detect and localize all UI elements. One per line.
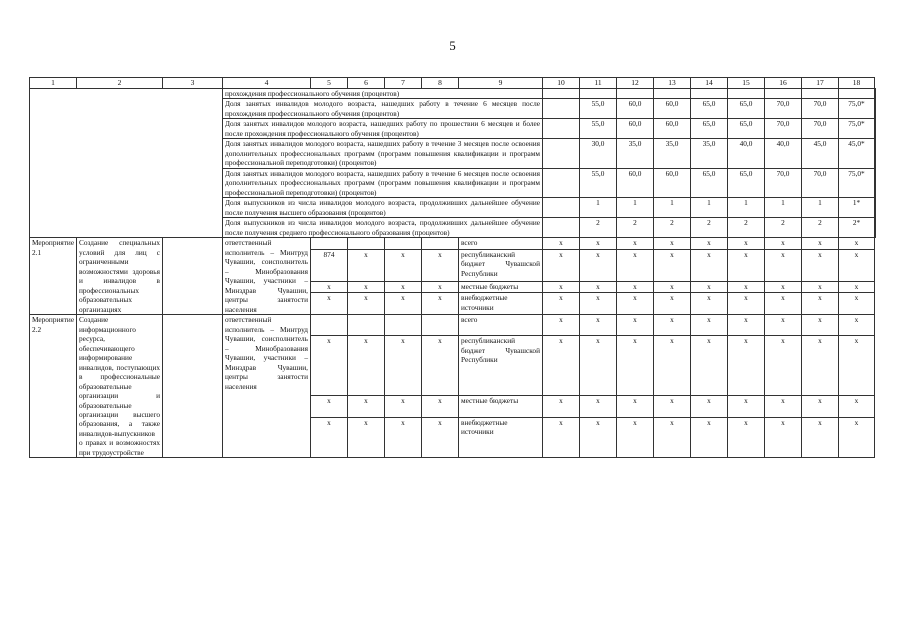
indicator-source-cell <box>543 89 580 99</box>
indicator-value: 65,0 <box>728 168 765 197</box>
funding-source: республиканский бюджет Чувашской Республики <box>459 249 543 281</box>
measure-value: x <box>839 396 875 417</box>
measure-value: x <box>617 336 654 396</box>
measure-description: Создание информационного ресурса, обеспечивающего информирование инвалидов, поступающих в профессиональные образовательные организации и образовательные организации высшего образования, а также инвалидов-выпускников о правах и возможностях при трудоустройстве <box>77 315 163 458</box>
budget-code: x <box>348 396 385 417</box>
indicator-value: 70,0 <box>802 99 839 119</box>
indicator-value: 75,0* <box>839 99 875 119</box>
header-cell-3: 3 <box>163 78 223 89</box>
indicator-value: 65,0 <box>728 99 765 119</box>
measure-value: x <box>802 293 839 315</box>
measure-value: x <box>654 315 691 336</box>
measure-value: x <box>543 293 580 315</box>
budget-code: x <box>422 293 459 315</box>
header-cell-14: 14 <box>691 78 728 89</box>
measure-value: x <box>728 238 765 249</box>
measure-value: x <box>654 336 691 396</box>
indicator-value <box>875 89 876 99</box>
indicator-value <box>617 89 654 99</box>
measure-row <box>30 238 876 249</box>
indicator-value: 75,0* <box>839 168 875 197</box>
indicator-value <box>802 89 839 99</box>
program-table <box>29 77 876 458</box>
measure-value: x <box>691 396 728 417</box>
header-cell-10: 10 <box>543 78 580 89</box>
header-cell-15: 15 <box>728 78 765 89</box>
indicator-value: 1 <box>617 198 654 218</box>
indicator-value <box>875 218 876 238</box>
measure-value: x <box>728 293 765 315</box>
indicator-value: 75,0* <box>839 119 875 139</box>
indicator-value: 55,0 <box>580 99 617 119</box>
indicator-value: 40,0 <box>765 139 802 168</box>
budget-code <box>422 315 459 336</box>
header-cell-17: 17 <box>802 78 839 89</box>
budget-code: x <box>348 281 385 292</box>
budget-code: x <box>385 293 422 315</box>
header-cell-13: 13 <box>654 78 691 89</box>
measure-value: x <box>654 417 691 458</box>
indicator-value: 1 <box>765 198 802 218</box>
indicator-value: 30,0 <box>580 139 617 168</box>
measure-value: x <box>839 315 875 336</box>
budget-code: 874 <box>311 249 348 281</box>
measure-value: x <box>839 417 875 458</box>
measure-value: x <box>543 238 580 249</box>
measure-value: x <box>839 281 875 292</box>
measure-value: x <box>839 336 875 396</box>
indicator-value: 65,0 <box>691 99 728 119</box>
measure-value: x <box>691 315 728 336</box>
indicator-text: прохождения профессионального обучения (процентов) <box>223 89 543 99</box>
measure-value: x <box>691 293 728 315</box>
measure-value: x <box>543 315 580 336</box>
budget-code: x <box>422 249 459 281</box>
budget-code <box>385 315 422 336</box>
measure-value: x <box>728 336 765 396</box>
measure-value: x <box>765 281 802 292</box>
measure-value: x <box>691 249 728 281</box>
indicator-value: 1* <box>839 198 875 218</box>
measure-col3 <box>163 238 223 315</box>
budget-code: x <box>385 417 422 458</box>
measure-value: x <box>691 417 728 458</box>
funding-source: местные бюджеты <box>459 281 543 292</box>
indicator-value <box>654 89 691 99</box>
measure-value: x <box>728 315 765 336</box>
measure-value: x <box>765 249 802 281</box>
measure-value: x <box>580 293 617 315</box>
header-cell-8: 8 <box>422 78 459 89</box>
funding-source: республиканский бюджет Чувашской Республики <box>459 336 543 396</box>
measure-value: x <box>765 315 802 336</box>
measure-value: x <box>654 249 691 281</box>
measure-value: x <box>765 417 802 458</box>
indicator-value <box>875 119 876 139</box>
measure-value: x <box>617 238 654 249</box>
header-cell-9: 9 <box>459 78 543 89</box>
header-cell-2: 2 <box>77 78 163 89</box>
indicator-value: 45,0 <box>802 139 839 168</box>
budget-code: x <box>311 417 348 458</box>
indicator-value: 65,0 <box>691 119 728 139</box>
indicator-value: 60,0 <box>617 168 654 197</box>
budget-code <box>385 238 422 249</box>
indicator-value <box>875 99 876 119</box>
indicator-source-cell <box>543 198 580 218</box>
measure-value: x <box>580 315 617 336</box>
header-cell-11: 11 <box>580 78 617 89</box>
indicator-text: Доля занятых инвалидов молодого возраста, нашедших работу по прошествии 6 месяцев и более после прохождения профессионального обучения (процентов) <box>223 119 543 139</box>
indicator-value: 70,0 <box>802 168 839 197</box>
measure-value: x <box>580 396 617 417</box>
indicator-value: 2 <box>802 218 839 238</box>
measure-id: Мероприятие 2.1 <box>30 238 77 315</box>
header-row <box>30 78 876 89</box>
indicator-source-cell <box>543 139 580 168</box>
budget-code <box>348 238 385 249</box>
header-cell-18: 18 <box>839 78 875 89</box>
measure-value: x <box>617 281 654 292</box>
measure-value: x <box>802 396 839 417</box>
indicator-value: 55,0 <box>580 119 617 139</box>
budget-code: x <box>348 293 385 315</box>
indicator-value: 60,0 <box>654 99 691 119</box>
budget-code: x <box>348 417 385 458</box>
indicator-value: 70,0 <box>802 119 839 139</box>
indicator-value: 1 <box>580 198 617 218</box>
measure-value: x <box>802 336 839 396</box>
measure-value: x <box>654 281 691 292</box>
indicator-value <box>691 89 728 99</box>
measure-description: Создание специальных условий для лиц с ограниченными возможностями здоровья и инвалидов в профессиональных образовательных организациях <box>77 238 163 315</box>
indicator-value <box>839 89 875 99</box>
indicator-value: 70,0 <box>765 119 802 139</box>
indicator-value: 45,0* <box>839 139 875 168</box>
measure-value: x <box>617 315 654 336</box>
measure-value: x <box>728 249 765 281</box>
indicator-value: 35,0 <box>654 139 691 168</box>
indicator-text: Доля занятых инвалидов молодого возраста, нашедших работу в течение 6 месяцев после прохождения профессионального обучения (процентов) <box>223 99 543 119</box>
measure-value: x <box>765 293 802 315</box>
budget-code: x <box>385 336 422 396</box>
budget-code: x <box>311 396 348 417</box>
measure-value: x <box>839 238 875 249</box>
measure-value: x <box>691 336 728 396</box>
indicator-value: 1 <box>728 198 765 218</box>
measure-value: x <box>543 281 580 292</box>
measure-value: x <box>580 238 617 249</box>
indicator-value: 2 <box>617 218 654 238</box>
measure-value: x <box>654 396 691 417</box>
indicator-value: 60,0 <box>617 99 654 119</box>
measure-value: x <box>802 315 839 336</box>
measure-value: x <box>617 396 654 417</box>
indicator-value <box>728 89 765 99</box>
budget-code: x <box>422 417 459 458</box>
budget-code: x <box>311 293 348 315</box>
budget-code: x <box>385 396 422 417</box>
measure-value: x <box>580 417 617 458</box>
indicator-text: Доля выпускников из числа инвалидов молодого возраста, продолживших дальнейшее обучение после получения высшего образования (процентов) <box>223 198 543 218</box>
measure-value: x <box>543 396 580 417</box>
indicator-source-cell <box>543 168 580 197</box>
budget-code: x <box>422 336 459 396</box>
measure-value: x <box>580 249 617 281</box>
budget-code: x <box>422 396 459 417</box>
measure-value: x <box>617 293 654 315</box>
measure-value: x <box>802 238 839 249</box>
measure-value: x <box>802 281 839 292</box>
measure-value: x <box>802 249 839 281</box>
indicator-value: 60,0 <box>654 119 691 139</box>
budget-code: x <box>311 336 348 396</box>
indicator-value: 60,0 <box>654 168 691 197</box>
measure-value: x <box>839 249 875 281</box>
indicator-value: 40,0 <box>728 139 765 168</box>
measure-value: x <box>691 238 728 249</box>
measure-value: x <box>654 238 691 249</box>
indicator-value: 1 <box>654 198 691 218</box>
indicator-value: 70,0 <box>765 168 802 197</box>
indicator-value: 1 <box>802 198 839 218</box>
header-cell-1: 1 <box>30 78 77 89</box>
measure-value: x <box>765 396 802 417</box>
header-cell-16: 16 <box>765 78 802 89</box>
budget-code <box>348 315 385 336</box>
indicator-value <box>875 168 876 197</box>
indicator-value: 70,0 <box>765 99 802 119</box>
measure-value: x <box>839 293 875 315</box>
budget-code <box>311 238 348 249</box>
indicator-value <box>875 139 876 168</box>
measure-value: x <box>802 417 839 458</box>
indicator-text: Доля занятых инвалидов молодого возраста, нашедших работу в течение 6 месяцев после освоения дополнительных профессиональных программ (программ повышения квалификации и программ профессиональной переподготовки) (процентов) <box>223 168 543 197</box>
indicator-value <box>875 198 876 218</box>
indicator-value: 55,0 <box>580 168 617 197</box>
budget-code: x <box>422 281 459 292</box>
indicator-value <box>765 89 802 99</box>
measure-value: x <box>728 417 765 458</box>
measure-executor: ответственный исполнитель – Минтруд Чувашии, соисполнитель – Минобразования Чувашии, участники – Минздрав Чувашии, центры занятости населения <box>223 238 311 315</box>
measure-value: x <box>728 396 765 417</box>
measure-value: x <box>728 281 765 292</box>
measure-value: x <box>580 281 617 292</box>
indicator-value: 2 <box>765 218 802 238</box>
funding-source: местные бюджеты <box>459 396 543 417</box>
indicator-value: 2 <box>691 218 728 238</box>
indicator-source-cell <box>543 218 580 238</box>
indicator-value: 35,0 <box>691 139 728 168</box>
header-cell-7: 7 <box>385 78 422 89</box>
measure-value: x <box>765 238 802 249</box>
budget-code: x <box>385 249 422 281</box>
indicator-row <box>30 89 876 99</box>
indicator-text: Доля занятых инвалидов молодого возраста, нашедших работу в течение 3 месяцев после освоения дополнительных профессиональных программ (программ повышения квалификации и программ профессиональной переподготовки) (процентов) <box>223 139 543 168</box>
measure-value: x <box>543 336 580 396</box>
indicator-value: 2* <box>839 218 875 238</box>
budget-code: x <box>348 336 385 396</box>
indicator-value: 1 <box>691 198 728 218</box>
budget-code: x <box>385 281 422 292</box>
indicator-source-cell <box>543 99 580 119</box>
measure-value: x <box>691 281 728 292</box>
indicator-value: 35,0 <box>617 139 654 168</box>
funding-source: всего <box>459 315 543 336</box>
measure-value: x <box>654 293 691 315</box>
measure-value: x <box>543 417 580 458</box>
budget-code: x <box>311 281 348 292</box>
indicator-source-cell <box>543 119 580 139</box>
measure-value: x <box>580 336 617 396</box>
blank-cell <box>30 89 223 238</box>
indicator-value: 2 <box>580 218 617 238</box>
page-number: 5 <box>449 38 456 53</box>
budget-code: x <box>348 249 385 281</box>
measure-col3 <box>163 315 223 458</box>
measure-value: x <box>543 249 580 281</box>
header-cell-12: 12 <box>617 78 654 89</box>
measure-row <box>30 315 876 336</box>
funding-source: всего <box>459 238 543 249</box>
header-cell-4: 4 <box>223 78 311 89</box>
funding-source: внебюджетные источники <box>459 293 543 315</box>
measure-value: x <box>617 417 654 458</box>
header-cell-6: 6 <box>348 78 385 89</box>
measure-id: Мероприятие 2.2 <box>30 315 77 458</box>
header-cell-5: 5 <box>311 78 348 89</box>
indicator-value <box>580 89 617 99</box>
indicator-value: 2 <box>728 218 765 238</box>
indicator-value: 2 <box>654 218 691 238</box>
measure-value: x <box>765 336 802 396</box>
measure-value: x <box>617 249 654 281</box>
indicator-value: 65,0 <box>691 168 728 197</box>
indicator-value: 60,0 <box>617 119 654 139</box>
indicator-text: Доля выпускников из числа инвалидов молодого возраста, продолживших дальнейшее обучение после получения среднего профессионального образования (процентов) <box>223 218 543 238</box>
measure-executor: ответственный исполнитель – Минтруд Чувашии, соисполнитель – Минобразования Чувашии, участники – Минздрав Чувашии, центры занятости населения <box>223 315 311 458</box>
indicator-value: 65,0 <box>728 119 765 139</box>
budget-code <box>422 238 459 249</box>
funding-source: внебюджетные источники <box>459 417 543 458</box>
budget-code <box>311 315 348 336</box>
